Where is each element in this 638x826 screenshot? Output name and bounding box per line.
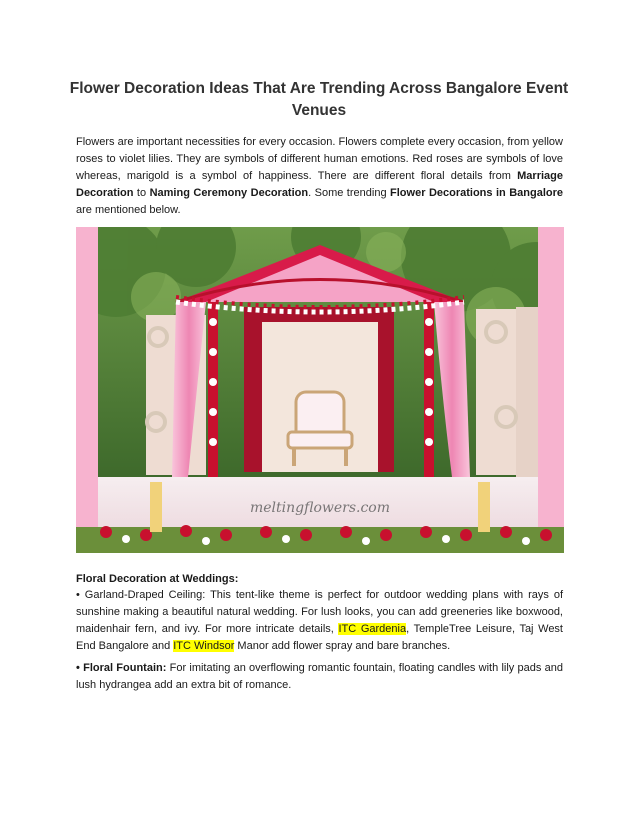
intro-text-2: to — [133, 187, 150, 199]
marriage-decoration-link: Marriage Decoration — [76, 170, 563, 199]
document-title: Flower Decoration Ideas That Are Trending Across Bangalore Event Venues — [69, 80, 569, 119]
intro-text-4: are mentioned below. — [76, 204, 181, 216]
itc-gardenia-highlight: ITC Gardenia — [338, 623, 407, 635]
naming-ceremony-link: Naming Ceremony Decoration — [149, 187, 309, 199]
weddings-paragraph — [76, 587, 563, 655]
intro-paragraph — [76, 134, 563, 219]
intro-text-1: Flowers are important necessities for every occasion. Flowers complete every occasion, from yellow roses to violet lilies. They are symbols of different human emotions. Red roses are symbols of love whereas, marigold is a symbol of happiness. There are different floral details from — [76, 136, 563, 182]
flower-decorations-link: Flower Decorations in Bangalore — [390, 187, 564, 199]
intro-text-3: . Some trending — [308, 187, 391, 199]
mandap-photo — [76, 227, 564, 553]
weddings-heading: Floral Decoration at Weddings: — [76, 573, 239, 585]
weddings-text-2: , TempleTree Leisure, Taj West End Bangalore and — [76, 623, 563, 652]
weddings-text-3: Manor add flower spray and bare branches. — [234, 640, 451, 652]
weddings-text-1: • Garland-Draped Ceiling: This tent-like theme is perfect for outdoor wedding plans with rays of sunshine making a beautiful natural wedding. For lush looks, you can add greeneries like boxwood, maidenhair fern, and ivy. For more intricate details, — [76, 589, 563, 635]
photo-watermark: meltingflowers.com — [249, 500, 391, 516]
fountain-text: For imitating an overflowing romantic fountain, floating candles with lily pads and lush hydrangea add an extra bit of romance. — [76, 662, 563, 691]
itc-windsor-highlight: ITC Windsor — [173, 640, 235, 652]
fountain-paragraph — [76, 660, 563, 694]
fountain-label: • Floral Fountain: — [76, 662, 167, 674]
